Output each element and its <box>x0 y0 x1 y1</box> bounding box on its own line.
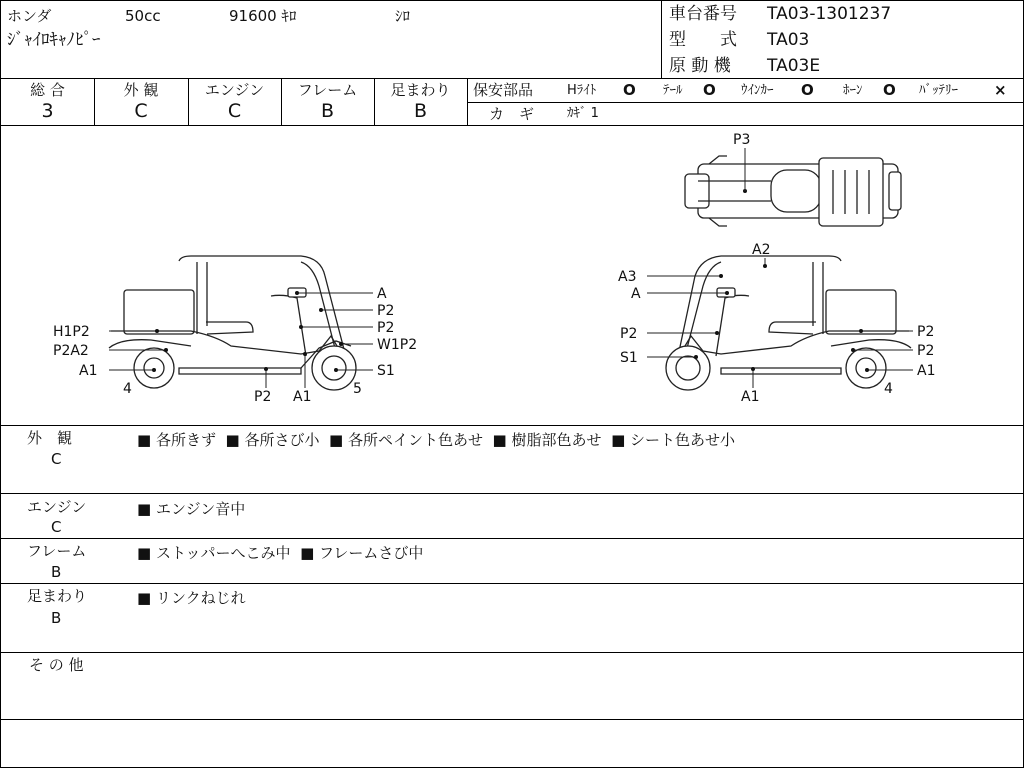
remark-item: フレームさび中 <box>319 544 424 562</box>
bullet: ■ <box>137 589 156 607</box>
grade-frame: B <box>320 100 335 122</box>
grade-header-frame: フレーム <box>297 81 358 99</box>
label-right-s1: S1 <box>620 350 638 366</box>
label-right-p2-3: P2 <box>917 343 935 359</box>
bullet: ■ <box>295 544 320 562</box>
divider <box>1 719 1023 720</box>
type-label: 型 式 <box>669 30 737 50</box>
key-label: カ ギ <box>489 105 535 123</box>
safety-tail-mark: O <box>703 81 716 99</box>
safety-headlight: Hﾗｲﾄ <box>567 83 597 98</box>
top-view <box>685 148 901 226</box>
frame-no-label: 車台番号 <box>669 4 737 24</box>
bullet: ■ <box>137 544 156 562</box>
engine-value: TA03E <box>767 56 821 76</box>
remark-title-engine: エンジン <box>27 498 87 516</box>
divider <box>1 583 1023 584</box>
remark-title-exterior: 外 観 <box>27 429 73 447</box>
safety-tail: ﾃｰﾙ <box>663 83 683 98</box>
remark-grade-exterior: C <box>51 450 62 468</box>
label-right-a1: A1 <box>741 389 760 405</box>
bullet: ■ <box>606 431 631 449</box>
grade-header-engine: エンジン <box>204 81 265 99</box>
label-top-p3: P3 <box>733 132 751 148</box>
remark-item: ストッパーへこみ中 <box>155 544 291 562</box>
safety-headlight-mark: O <box>623 81 636 99</box>
displacement: 50cc <box>125 7 161 25</box>
label-left-p2-3: P2 <box>254 389 272 405</box>
bullet: ■ <box>137 500 156 518</box>
safety-horn-mark: O <box>883 81 896 99</box>
label-right-a1-2: A1 <box>917 363 936 379</box>
divider <box>1 78 1023 79</box>
safety-winker: ｳｲﾝｶｰ <box>741 83 774 98</box>
divider <box>1 493 1023 494</box>
grade-header-overall: 総 合 <box>30 81 65 99</box>
remark-item: シート色あせ小 <box>630 431 736 449</box>
remark-title-suspension: 足まわり <box>27 587 88 605</box>
divider <box>1 425 1023 426</box>
left-side-view <box>53 256 417 405</box>
divider <box>661 1 662 78</box>
divider <box>467 78 468 125</box>
remark-title-other: そ の 他 <box>29 656 84 674</box>
bullet: ■ <box>324 431 348 449</box>
remark-items-suspension <box>137 587 246 608</box>
remark-item: 各所さび小 <box>244 431 320 449</box>
label-left-a: A <box>377 286 387 302</box>
label-left-a1-2: A1 <box>293 389 312 405</box>
bullet: ■ <box>220 431 245 449</box>
bullet: ■ <box>487 431 512 449</box>
label-left-4: 4 <box>123 381 132 397</box>
mileage: 91600 ｷﾛ <box>229 7 297 25</box>
maker: ホンダ <box>7 7 52 25</box>
remark-item: リンクねじれ <box>155 589 246 607</box>
remark-title-frame: フレーム <box>27 542 87 560</box>
grade-header-suspension: 足まわり <box>390 81 451 99</box>
remark-items-frame <box>137 542 423 563</box>
label-left-s1: S1 <box>377 363 395 379</box>
label-left-a1: A1 <box>79 363 98 379</box>
damage-diagram <box>1 126 1023 424</box>
label-left-5: 5 <box>353 381 362 397</box>
grade-exterior: C <box>134 100 148 122</box>
label-left-p2a2: P2A2 <box>53 343 89 359</box>
divider <box>468 102 1023 103</box>
remark-grade-engine: C <box>51 518 62 536</box>
label-right-a2: A2 <box>752 242 771 258</box>
safety-label: 保安部品 <box>473 81 534 99</box>
label-right-p2-2: P2 <box>917 324 935 340</box>
type-value: TA03 <box>767 30 810 50</box>
frame-no: TA03-1301237 <box>767 4 892 24</box>
divider <box>1 538 1023 539</box>
model-name: ｼﾞｬｲﾛｷｬﾉﾋﾟｰ <box>7 30 101 50</box>
safety-horn: ﾎｰﾝ <box>843 83 863 98</box>
key-value: ｶｷﾞ 1 <box>567 106 599 121</box>
label-left-h1p2: H1P2 <box>53 324 90 340</box>
divider <box>1 652 1023 653</box>
remark-grade-frame: B <box>51 563 62 581</box>
remark-grade-suspension: B <box>51 609 62 627</box>
remark-items-engine <box>137 498 245 519</box>
safety-battery-mark: × <box>994 81 1007 99</box>
safety-winker-mark: O <box>801 81 814 99</box>
label-left-p2-2: P2 <box>377 320 395 336</box>
right-side-view <box>618 242 935 405</box>
remark-item: 各所ペイント色あせ <box>347 431 483 449</box>
label-right-a3: A3 <box>618 269 637 285</box>
label-left-w1p2: W1P2 <box>377 337 418 353</box>
remark-item: 樹脂部色あせ <box>511 431 602 449</box>
remark-item: 各所きず <box>155 431 216 449</box>
engine-label: 原 動 機 <box>669 56 731 76</box>
label-right-a: A <box>631 286 641 302</box>
safety-battery: ﾊﾞｯﾃﾘｰ <box>919 83 958 98</box>
grade-engine: C <box>227 100 242 122</box>
remark-items-exterior <box>137 429 735 450</box>
label-right-p2-1: P2 <box>620 326 638 342</box>
grade-suspension: B <box>413 100 428 122</box>
bullet: ■ <box>137 431 156 449</box>
label-left-p2-1: P2 <box>377 303 395 319</box>
grade-header-exterior: 外 観 <box>123 81 159 99</box>
color: ｼﾛ <box>395 7 411 25</box>
remark-item: エンジン音中 <box>155 500 246 518</box>
grade-overall: 3 <box>41 100 54 122</box>
label-right-4: 4 <box>884 381 893 397</box>
